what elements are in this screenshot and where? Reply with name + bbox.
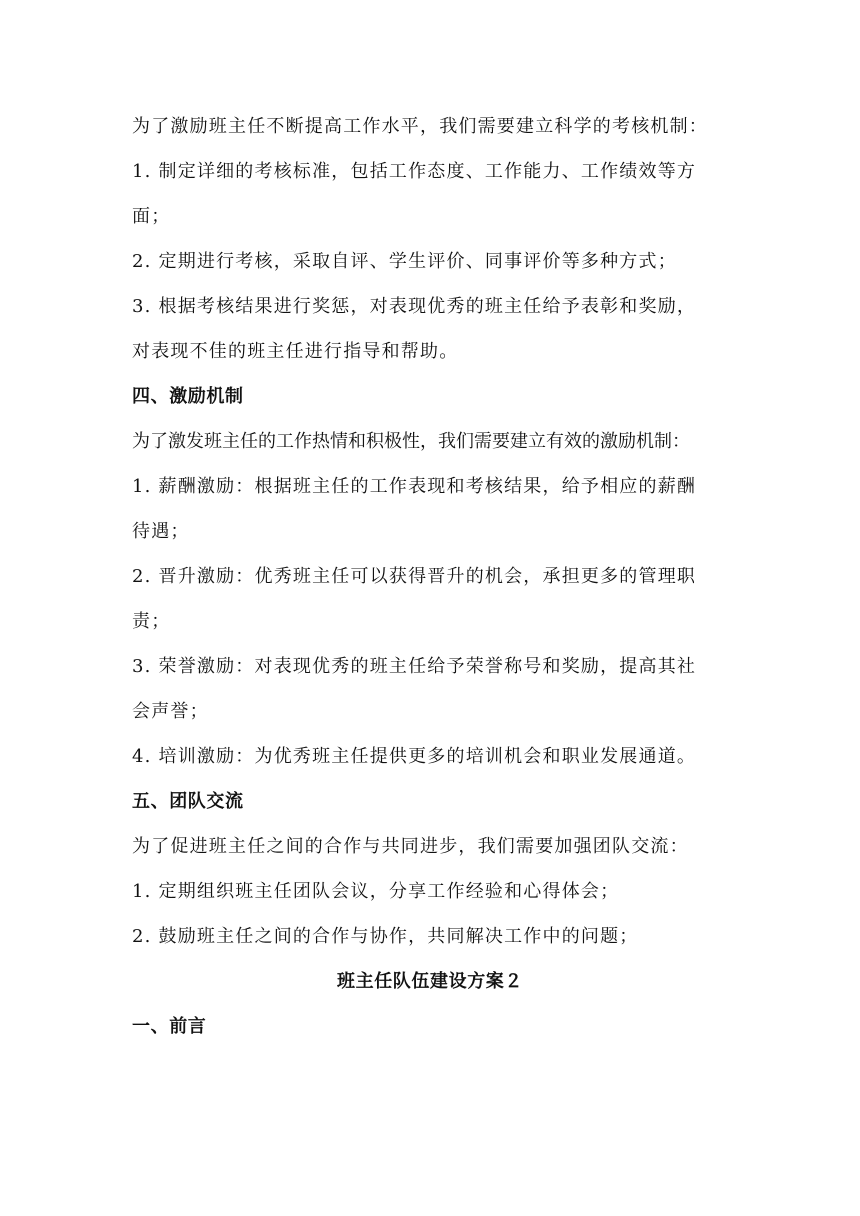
list-item: 1. 制定详细的考核标准，包括工作态度、工作能力、工作绩效等方 <box>132 161 697 182</box>
list-item-continuation: 会声誉； <box>132 701 209 722</box>
list-item: 1. 定期组织班主任团队会议，分享工作经验和心得体会； <box>132 881 620 902</box>
list-item: 4. 培训激励：为优秀班主任提供更多的培训机会和职业发展通道。 <box>132 746 697 767</box>
list-item-continuation: 待遇； <box>132 521 190 542</box>
list-item-continuation: 对表现不佳的班主任进行指导和帮助。 <box>132 341 459 362</box>
list-item: 2. 晋升激励：优秀班主任可以获得晋升的机会，承担更多的管理职 <box>132 566 697 587</box>
list-item: 2. 定期进行考核，采取自评、学生评价、同事评价等多种方式； <box>132 251 677 272</box>
document-title: 班主任队伍建设方案２ <box>337 971 523 992</box>
section-heading: 四、激励机制 <box>132 386 244 407</box>
list-item: 2. 鼓励班主任之间的合作与协作，共同解决工作中的问题； <box>132 926 639 947</box>
section-heading: 五、团队交流 <box>132 791 244 812</box>
list-item: 3. 荣誉激励：对表现优秀的班主任给予荣誉称号和奖励，提高其社 <box>132 656 697 677</box>
paragraph-text: 为了促进班主任之间的合作与共同进步，我们需要加强团队交流： <box>132 836 689 857</box>
list-item-continuation: 面； <box>132 206 171 227</box>
list-item-continuation: 责； <box>132 611 171 632</box>
paragraph-text: 为了激发班主任的工作热情和积极性，我们需要建立有效的激励机制： <box>132 431 690 452</box>
list-item: 3. 根据考核结果进行奖惩，对表现优秀的班主任给予表彰和奖励， <box>132 296 697 317</box>
paragraph-text: 为了激励班主任不断提高工作水平，我们需要建立科学的考核机制： <box>132 116 708 137</box>
list-item: 1. 薪酬激励：根据班主任的工作表现和考核结果，给予相应的薪酬 <box>132 476 697 497</box>
section-heading: 一、前言 <box>132 1016 207 1037</box>
